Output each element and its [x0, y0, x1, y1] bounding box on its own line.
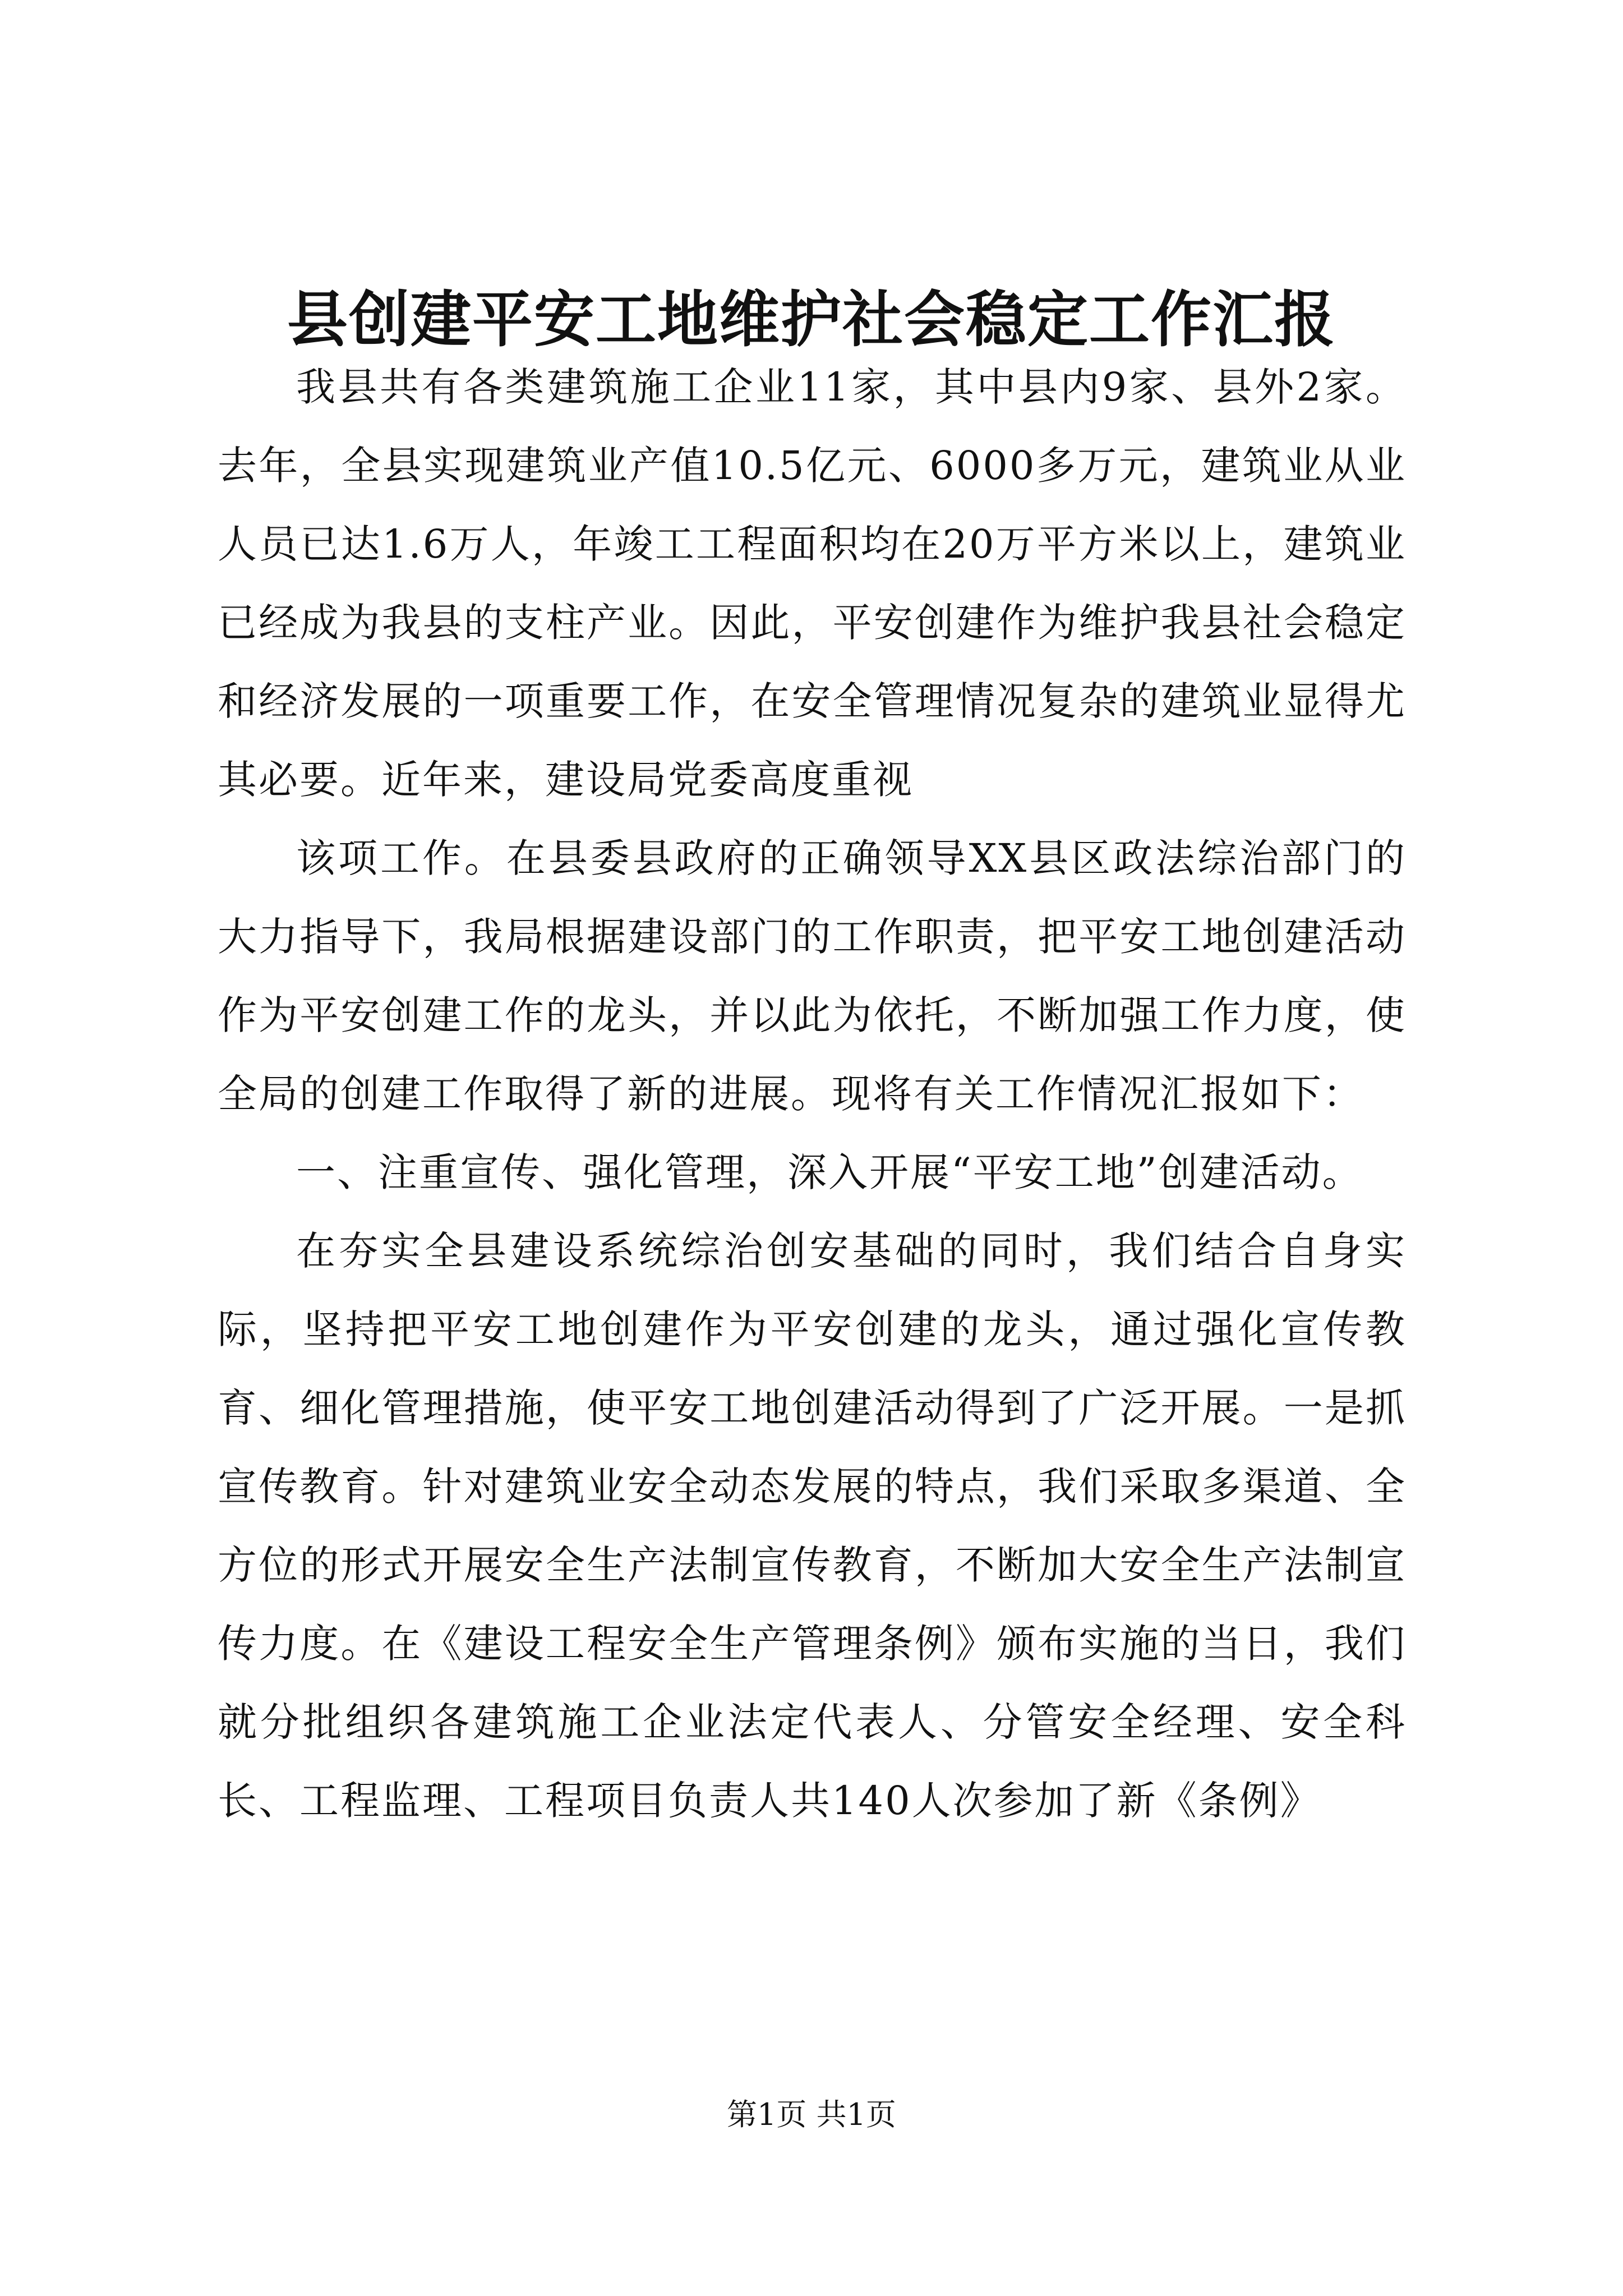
- page-footer: 第1页 共1页: [727, 2097, 896, 2132]
- document-title: 县创建平安工地维护社会稳定工作汇报: [287, 284, 1336, 355]
- body-paragraph: 该项工作。在县委县政府的正确领导XX县区政法综治部门的大力指导下，我局根据建设部门的工作职责，把平安工地创建活动作为平安创建工作的龙头，并以此为依托，不断加强工作力度，使全局的创建工作取得了新的进展。现将有关工作情况汇报如下：: [218, 835, 1407, 1117]
- document-body: [218, 348, 1407, 1840]
- section-heading: 一、注重宣传、强化管理，深入开展“平安工地”创建活动。: [296, 1149, 1363, 1195]
- body-paragraph: 在夯实全县建设系统综治创安基础的同时，我们结合自身实际，坚持把平安工地创建作为平安创建的龙头，通过强化宣传教育、细化管理措施，使平安工地创建活动得到了广泛开展。一是抓宣传教育。针对建筑业安全动态发展的特点，我们采取多渠道、全方位的形式开展安全生产法制宣传教育，不断加大安全生产法制宣传力度。在《建设工程安全生产管理条例》颁布实施的当日，我们就分批组织各建筑施工企业法定代表人、分管安全经理、安全科长、工程监理、工程项目负责人共140人次参加了新《条例》: [218, 1228, 1407, 1824]
- body-paragraph: 我县共有各类建筑施工企业11家，其中县内9家、县外2家。去年，全县实现建筑业产值10.5亿元、6000多万元，建筑业从业人员已达1.6万人，年竣工工程面积均在20万平方米以上，建筑业已经成为我县的支柱产业。因此，平安创建作为维护我县社会稳定和经济发展的一项重要工作，在安全管理情况复杂的建筑业显得尤其必要。近年来，建设局党委高度重视: [218, 364, 1407, 803]
